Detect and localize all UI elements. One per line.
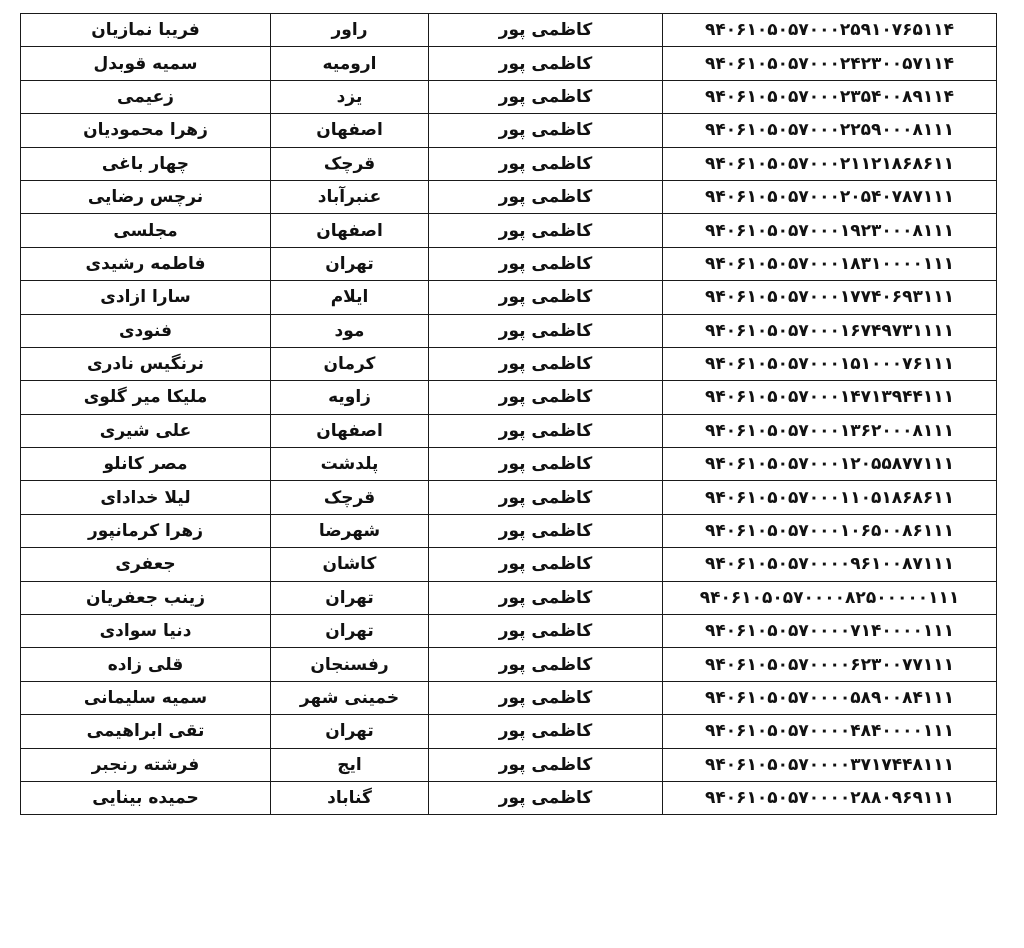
table-row — [21, 247, 997, 280]
table-row — [21, 80, 997, 113]
person-name-cell: نرنگیس نادری — [21, 347, 271, 380]
city-cell: کاشان — [271, 548, 429, 581]
table-row — [21, 514, 997, 547]
family-name-cell: کاظمی پور — [429, 414, 663, 447]
family-name-cell: کاظمی پور — [429, 147, 663, 180]
family-name-cell: کاظمی پور — [429, 247, 663, 280]
tracking-code-cell: ۹۴۰۶۱۰۵۰۵۷۰۰۰۱۰۶۵۰۰۸۶۱۱۱ — [663, 514, 997, 547]
person-name-cell: سارا ازادی — [21, 281, 271, 314]
city-cell: اصفهان — [271, 414, 429, 447]
table-row — [21, 448, 997, 481]
person-name-cell: چهار باغی — [21, 147, 271, 180]
family-name-cell: کاظمی پور — [429, 648, 663, 681]
table-row — [21, 314, 997, 347]
person-name-cell: علی شیری — [21, 414, 271, 447]
table-row — [21, 381, 997, 414]
person-name-cell: زهرا کرمانپور — [21, 514, 271, 547]
tracking-code-cell: ۹۴۰۶۱۰۵۰۵۷۰۰۰۱۶۷۴۹۷۳۱۱۱۱ — [663, 314, 997, 347]
table-row — [21, 648, 997, 681]
tracking-code-cell: ۹۴۰۶۱۰۵۰۵۷۰۰۰۰۷۱۴۰۰۰۰۱۱۱ — [663, 615, 997, 648]
city-cell: قرچک — [271, 147, 429, 180]
records-table — [20, 13, 997, 815]
family-name-cell: کاظمی پور — [429, 214, 663, 247]
person-name-cell: مجلسی — [21, 214, 271, 247]
person-name-cell: مصر کانلو — [21, 448, 271, 481]
family-name-cell: کاظمی پور — [429, 47, 663, 80]
city-cell: تهران — [271, 247, 429, 280]
tracking-code-cell: ۹۴۰۶۱۰۵۰۵۷۰۰۰۱۷۷۴۰۶۹۳۱۱۱ — [663, 281, 997, 314]
person-name-cell: زهرا محمودیان — [21, 114, 271, 147]
tracking-code-cell: ۹۴۰۶۱۰۵۰۵۷۰۰۰۰۲۸۸۰۹۶۹۱۱۱ — [663, 781, 997, 814]
tracking-code-cell: ۹۴۰۶۱۰۵۰۵۷۰۰۰۲۳۵۴۰۰۸۹۱۱۴ — [663, 80, 997, 113]
city-cell: اصفهان — [271, 114, 429, 147]
person-name-cell: جعفری — [21, 548, 271, 581]
table-row — [21, 281, 997, 314]
person-name-cell: زینب جعفریان — [21, 581, 271, 614]
person-name-cell: دنیا سوادی — [21, 615, 271, 648]
table-row — [21, 781, 997, 814]
tracking-code-cell: ۹۴۰۶۱۰۵۰۵۷۰۰۰۰۸۲۵۰۰۰۰۰۱۱۱ — [663, 581, 997, 614]
city-cell: تهران — [271, 615, 429, 648]
city-cell: ایج — [271, 748, 429, 781]
person-name-cell: لیلا خدادای — [21, 481, 271, 514]
family-name-cell: کاظمی پور — [429, 781, 663, 814]
person-name-cell: ملیکا میر گلوی — [21, 381, 271, 414]
tracking-code-cell: ۹۴۰۶۱۰۵۰۵۷۰۰۰۱۱۰۵۱۸۶۸۶۱۱ — [663, 481, 997, 514]
person-name-cell: نرچس رضایی — [21, 180, 271, 213]
tracking-code-cell: ۹۴۰۶۱۰۵۰۵۷۰۰۰۰۳۷۱۷۴۴۸۱۱۱ — [663, 748, 997, 781]
tracking-code-cell: ۹۴۰۶۱۰۵۰۵۷۰۰۰۰۵۸۹۰۰۸۴۱۱۱ — [663, 681, 997, 714]
family-name-cell: کاظمی پور — [429, 347, 663, 380]
person-name-cell: قلی زاده — [21, 648, 271, 681]
city-cell: خمینی شهر — [271, 681, 429, 714]
tracking-code-cell: ۹۴۰۶۱۰۵۰۵۷۰۰۰۱۳۶۲۰۰۰۸۱۱۱ — [663, 414, 997, 447]
city-cell: ایلام — [271, 281, 429, 314]
table-row — [21, 180, 997, 213]
family-name-cell: کاظمی پور — [429, 381, 663, 414]
city-cell: زاویه — [271, 381, 429, 414]
person-name-cell: فنودی — [21, 314, 271, 347]
city-cell: راور — [271, 14, 429, 47]
city-cell: پلدشت — [271, 448, 429, 481]
table-row — [21, 147, 997, 180]
document-page — [20, 13, 996, 815]
family-name-cell: کاظمی پور — [429, 481, 663, 514]
family-name-cell: کاظمی پور — [429, 448, 663, 481]
tracking-code-cell: ۹۴۰۶۱۰۵۰۵۷۰۰۰۱۲۰۵۵۸۷۷۱۱۱ — [663, 448, 997, 481]
table-row — [21, 47, 997, 80]
family-name-cell: کاظمی پور — [429, 180, 663, 213]
person-name-cell: فاطمه رشیدی — [21, 247, 271, 280]
city-cell: اصفهان — [271, 214, 429, 247]
person-name-cell: فرشته رنجبر — [21, 748, 271, 781]
city-cell: تهران — [271, 581, 429, 614]
person-name-cell: زعیمی — [21, 80, 271, 113]
tracking-code-cell: ۹۴۰۶۱۰۵۰۵۷۰۰۰۱۹۲۳۰۰۰۸۱۱۱ — [663, 214, 997, 247]
city-cell: تهران — [271, 715, 429, 748]
family-name-cell: کاظمی پور — [429, 281, 663, 314]
city-cell: شهرضا — [271, 514, 429, 547]
city-cell: یزد — [271, 80, 429, 113]
family-name-cell: کاظمی پور — [429, 748, 663, 781]
table-row — [21, 715, 997, 748]
city-cell: گناباد — [271, 781, 429, 814]
tracking-code-cell: ۹۴۰۶۱۰۵۰۵۷۰۰۰۲۲۵۹۰۰۰۸۱۱۱ — [663, 114, 997, 147]
person-name-cell: حمیده بینایی — [21, 781, 271, 814]
city-cell: مود — [271, 314, 429, 347]
family-name-cell: کاظمی پور — [429, 14, 663, 47]
table-row — [21, 548, 997, 581]
table-row — [21, 14, 997, 47]
table-row — [21, 114, 997, 147]
family-name-cell: کاظمی پور — [429, 514, 663, 547]
table-row — [21, 214, 997, 247]
tracking-code-cell: ۹۴۰۶۱۰۵۰۵۷۰۰۰۱۵۱۰۰۰۷۶۱۱۱ — [663, 347, 997, 380]
person-name-cell: سمیه قوبدل — [21, 47, 271, 80]
tracking-code-cell: ۹۴۰۶۱۰۵۰۵۷۰۰۰۱۴۷۱۳۹۴۴۱۱۱ — [663, 381, 997, 414]
tracking-code-cell: ۹۴۰۶۱۰۵۰۵۷۰۰۰۲۵۹۱۰۷۶۵۱۱۴ — [663, 14, 997, 47]
city-cell: رفسنجان — [271, 648, 429, 681]
city-cell: عنبرآباد — [271, 180, 429, 213]
person-name-cell: سمیه سلیمانی — [21, 681, 271, 714]
city-cell: قرچک — [271, 481, 429, 514]
tracking-code-cell: ۹۴۰۶۱۰۵۰۵۷۰۰۰۲۱۱۲۱۸۶۸۶۱۱ — [663, 147, 997, 180]
tracking-code-cell: ۹۴۰۶۱۰۵۰۵۷۰۰۰۰۴۸۴۰۰۰۰۱۱۱ — [663, 715, 997, 748]
family-name-cell: کاظمی پور — [429, 548, 663, 581]
table-row — [21, 481, 997, 514]
city-cell: کرمان — [271, 347, 429, 380]
person-name-cell: تقی ابراهیمی — [21, 715, 271, 748]
records-table-body — [21, 14, 997, 815]
family-name-cell: کاظمی پور — [429, 681, 663, 714]
table-row — [21, 748, 997, 781]
family-name-cell: کاظمی پور — [429, 314, 663, 347]
table-row — [21, 615, 997, 648]
tracking-code-cell: ۹۴۰۶۱۰۵۰۵۷۰۰۰۰۹۶۱۰۰۸۷۱۱۱ — [663, 548, 997, 581]
tracking-code-cell: ۹۴۰۶۱۰۵۰۵۷۰۰۰۲۰۵۴۰۷۸۷۱۱۱ — [663, 180, 997, 213]
family-name-cell: کاظمی پور — [429, 114, 663, 147]
tracking-code-cell: ۹۴۰۶۱۰۵۰۵۷۰۰۰۱۸۳۱۰۰۰۰۱۱۱ — [663, 247, 997, 280]
table-row — [21, 414, 997, 447]
family-name-cell: کاظمی پور — [429, 80, 663, 113]
tracking-code-cell: ۹۴۰۶۱۰۵۰۵۷۰۰۰۰۶۲۳۰۰۷۷۱۱۱ — [663, 648, 997, 681]
table-row — [21, 581, 997, 614]
family-name-cell: کاظمی پور — [429, 615, 663, 648]
tracking-code-cell: ۹۴۰۶۱۰۵۰۵۷۰۰۰۲۴۲۳۰۰۵۷۱۱۴ — [663, 47, 997, 80]
family-name-cell: کاظمی پور — [429, 715, 663, 748]
person-name-cell: فریبا نمازیان — [21, 14, 271, 47]
table-row — [21, 347, 997, 380]
table-row — [21, 681, 997, 714]
city-cell: ارومیه — [271, 47, 429, 80]
family-name-cell: کاظمی پور — [429, 581, 663, 614]
